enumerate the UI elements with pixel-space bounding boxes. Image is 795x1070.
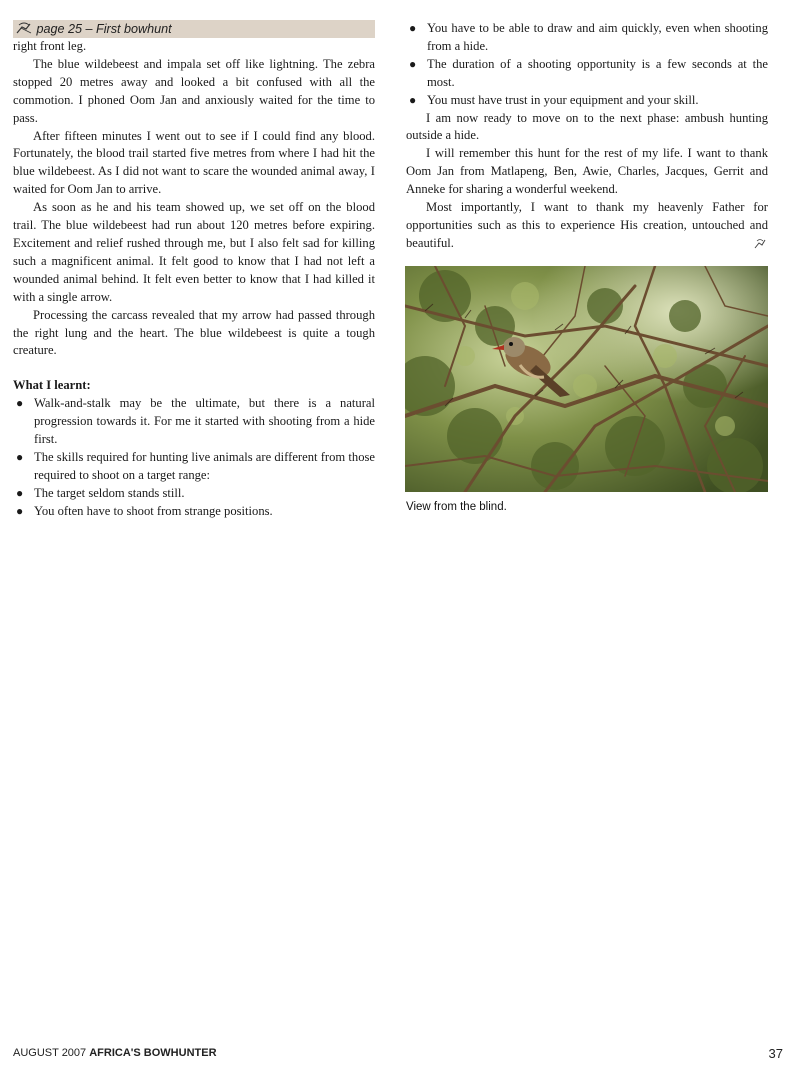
section-heading: What I learnt: xyxy=(13,378,91,393)
list-item xyxy=(406,56,768,92)
footer-date: AUGUST 2007 xyxy=(13,1047,87,1059)
bowhunter-end-icon xyxy=(754,238,766,250)
list-item-text: You have to be able to draw and aim quickly, even when shooting from a hide. xyxy=(427,21,768,53)
continuation-header xyxy=(13,20,375,38)
list-item-text: You often have to shoot from strange positions. xyxy=(34,503,273,518)
footer-magazine: AFRICA'S BOWHUNTER xyxy=(89,1047,217,1059)
bullet-icon: ● xyxy=(16,503,24,518)
list-item-text: You must have trust in your equipment and your skill. xyxy=(427,92,699,107)
list-item xyxy=(13,395,375,449)
photo-caption: View from the blind. xyxy=(406,501,507,513)
footer-issue xyxy=(13,1047,217,1059)
list-item xyxy=(406,92,768,110)
list-item xyxy=(406,20,768,56)
bullet-icon: ● xyxy=(409,21,417,35)
list-item-text: The duration of a shooting opportunity is a few seconds at the most. xyxy=(427,56,768,89)
paragraph: I am now ready to move on to the next phase: ambush hunting outside a hide. xyxy=(406,110,768,143)
paragraph-text: Most importantly, I want to thank my heavenly Father for opportunities such as this to experience His creation, untouched and beautiful. xyxy=(406,200,768,250)
lessons-list-continued xyxy=(406,20,768,110)
bullet-icon: ● xyxy=(409,92,417,107)
left-column xyxy=(13,38,375,521)
paragraph xyxy=(406,199,768,253)
bullet-icon: ● xyxy=(16,396,24,411)
paragraph: right front leg. xyxy=(13,39,87,53)
continuation-text: page 25 – First bowhunt xyxy=(36,22,172,36)
list-item-text: The target seldom stands still. xyxy=(34,485,185,500)
bullet-icon: ● xyxy=(409,56,417,71)
lessons-list xyxy=(13,395,375,520)
paragraph: As soon as he and his team showed up, we set off on the blood trail. The blue wildebeest had run about 120 metres before expiring. Excitement and relief rushed through me, but I also felt sad for killing such a magnificent animal. It felt good to know that I had not left a wounded animal behind. It felt even better to know that I had killed it with a single arrow. xyxy=(13,200,375,304)
bowhunter-icon xyxy=(15,21,33,35)
list-item-text: The skills required for hunting live animals are different from those required to shoot on a target range: xyxy=(34,449,375,482)
paragraph: The blue wildebeest and impala set off like lightning. The zebra stopped 20 metres away and looked a bit confused with all the commotion. I phoned Oom Jan and anxiously waited for the time to pass. xyxy=(13,56,375,125)
paragraph: Processing the carcass revealed that my arrow had passed through the right lung and the heart. The blue wildebeest is quite a tough creature. xyxy=(13,307,375,358)
bird-photo xyxy=(405,266,768,492)
list-item-text: Walk-and-stalk may be the ultimate, but there is a natural progression towards it. For me it started with shooting from a hide first. xyxy=(34,396,375,447)
bird-in-tree-image xyxy=(405,266,768,492)
list-item xyxy=(13,485,375,503)
right-column xyxy=(406,20,768,253)
paragraph: I will remember this hunt for the rest of my life. I want to thank Oom Jan from Matlapeng, Ben, Awie, Charles, Jacques, Gerrit and Anneke for sharing a wonderful weekend. xyxy=(406,146,768,197)
page-number: 37 xyxy=(768,1046,783,1061)
bullet-icon: ● xyxy=(16,485,24,500)
bullet-icon: ● xyxy=(16,449,24,464)
list-item xyxy=(13,503,375,521)
list-item xyxy=(13,449,375,485)
paragraph: After fifteen minutes I went out to see if I could find any blood. Fortunately, the blood trail started five metres from where I had hit the blue wildebeest. As I did not want to scare the wounded animal away, I waited for Oom Jan to arrive. xyxy=(13,128,375,197)
